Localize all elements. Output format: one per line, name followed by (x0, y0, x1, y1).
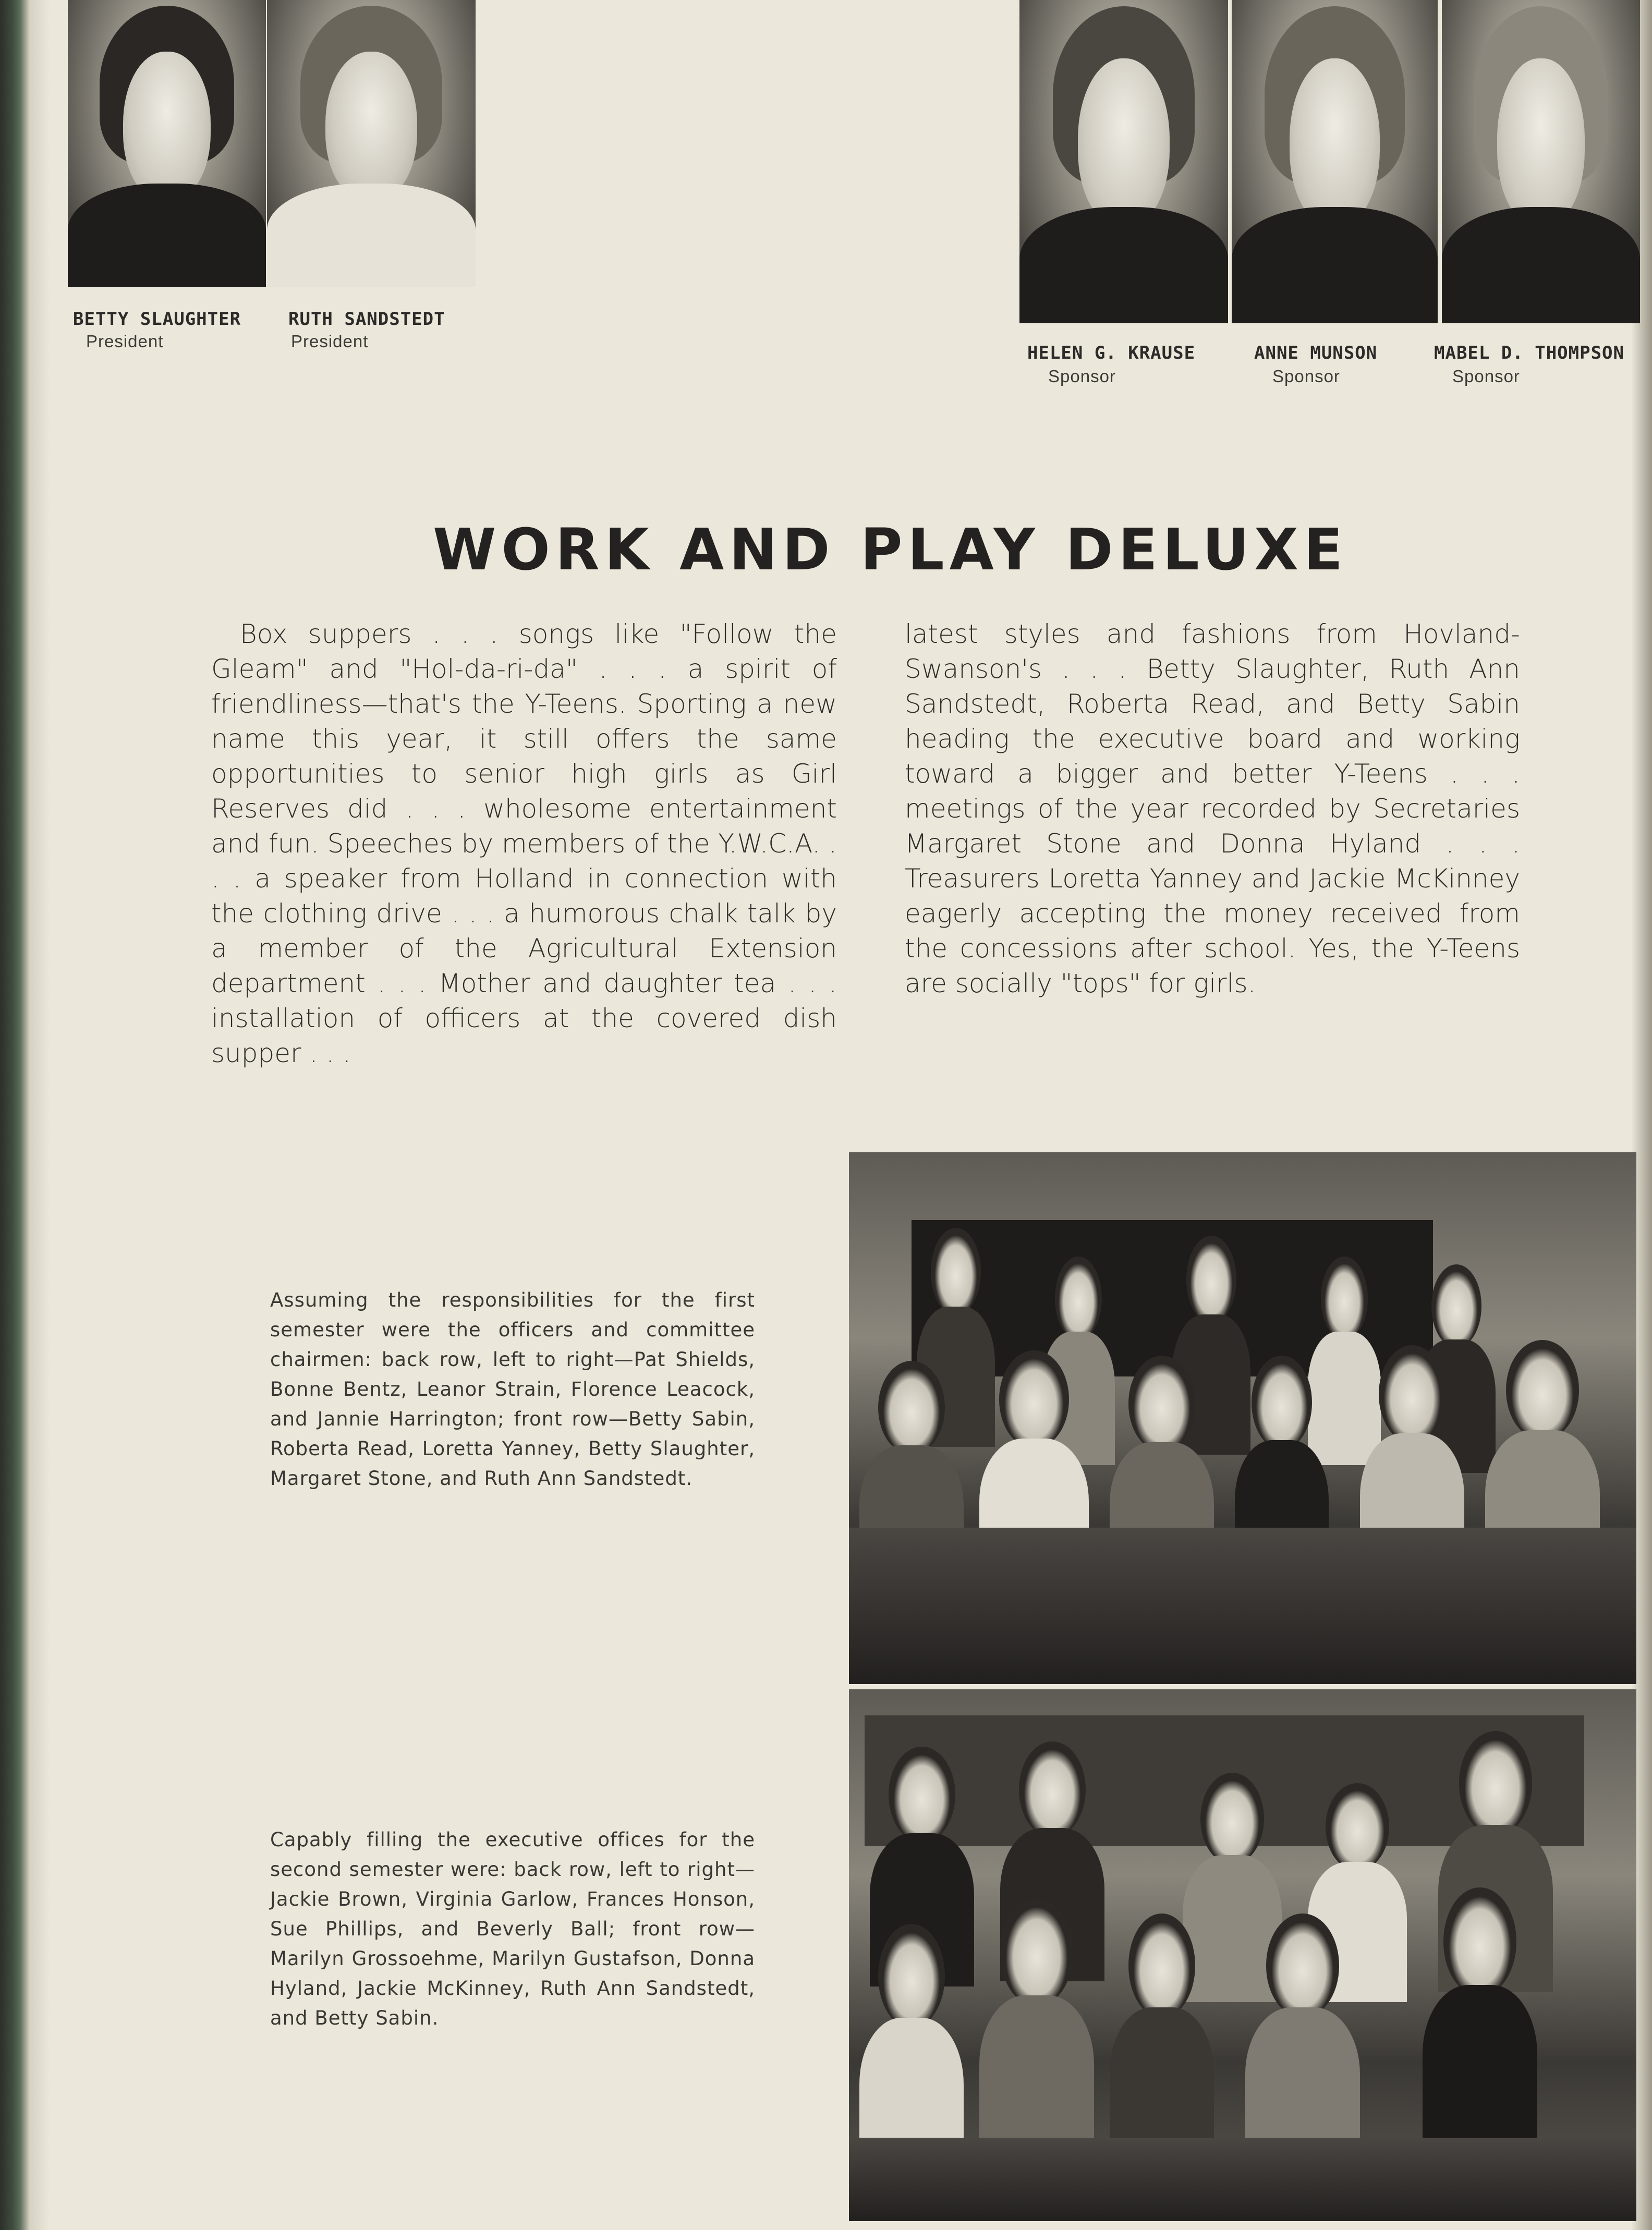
caption-second-semester: Capably filling the executive offices for the second semester were: back row, left to right—Jackie Brown, Virginia Garlow, Frances Honson, Sue Phillips, and Beverly Ball; front row—Marilyn Grossoehme, Marilyn Gustafson, Donna Hyland, Jackie McKinney, Ruth Ann Sandstedt, and Betty Sabin. (270, 1829, 755, 2029)
book-spine-shadow (0, 0, 29, 2230)
page-gutter (29, 0, 50, 2230)
student-role-betty-slaughter: President (86, 332, 164, 351)
sponsor-name-mabel-thompson: MABEL D. THOMPSON (1434, 343, 1624, 363)
first-semester-group-photo (849, 1152, 1636, 1684)
page-headline: WORK AND PLAY DELUXE (433, 516, 1349, 583)
portrait-betty-slaughter (68, 0, 266, 287)
portrait-mabel-thompson (1442, 0, 1640, 323)
second-semester-group-photo (849, 1689, 1636, 2221)
article-column-left: Box suppers . . . songs like "Follow the Gleam" and "Hol-da-ri-da" . . . a spirit of friendliness—that's the Y-Teens. Sporting a new name this year, it still offers the same opportunities to senior high girls as Girl Reserves did . . . wholesome entertainment and fun. Speeches by members of the Y.W.C.A. . . . a speaker from Holland in connection with the clothing drive . . . a humorous chalk talk by a member of the Agricultural Extension department . . . Mother and daughter tea . . . installation of officers at the covered dish supper . . . (211, 619, 837, 1068)
sponsor-name-helen-krause: HELEN G. KRAUSE (1027, 343, 1196, 363)
sponsor-role-anne-munson: Sponsor (1272, 367, 1340, 386)
sponsor-name-anne-munson: ANNE MUNSON (1254, 343, 1378, 363)
portrait-ruth-sandstedt (267, 0, 476, 287)
portrait-helen-krause (1019, 0, 1228, 323)
student-name-ruth-sandstedt: RUTH SANDSTEDT (288, 309, 445, 330)
portrait-anne-munson (1232, 0, 1438, 323)
sponsor-role-helen-krause: Sponsor (1048, 367, 1116, 386)
article-column-right: latest styles and fashions from Hovland-Swanson's . . . Betty Slaughter, Ruth Ann Sandstedt, Roberta Read, and Betty Sabin heading the executive board and working toward a bigger and better Y-Teens . . . meetings of the year recorded by Secretaries Margaret Stone and Donna Hyland . . . Treasurers Loretta Yanney and Jackie McKinney eagerly accepting the money received from the concessions after school. Yes, the Y-Teens are socially "tops" for girls. (905, 619, 1520, 998)
sponsor-role-mabel-thompson: Sponsor (1452, 367, 1520, 386)
student-name-betty-slaughter: BETTY SLAUGHTER (73, 309, 241, 330)
caption-first-semester: Assuming the responsibilities for the first semester were the officers and committee chairmen: back row, left to right—Pat Shields, Bonne Bentz, Leanor Strain, Florence Leacock, and Jannie Harrington; front row—Betty Sabin, Roberta Read, Loretta Yanney, Betty Slaughter, Margaret Stone, and Ruth Ann Sandstedt. (270, 1289, 755, 1490)
student-role-ruth-sandstedt: President (291, 332, 369, 351)
